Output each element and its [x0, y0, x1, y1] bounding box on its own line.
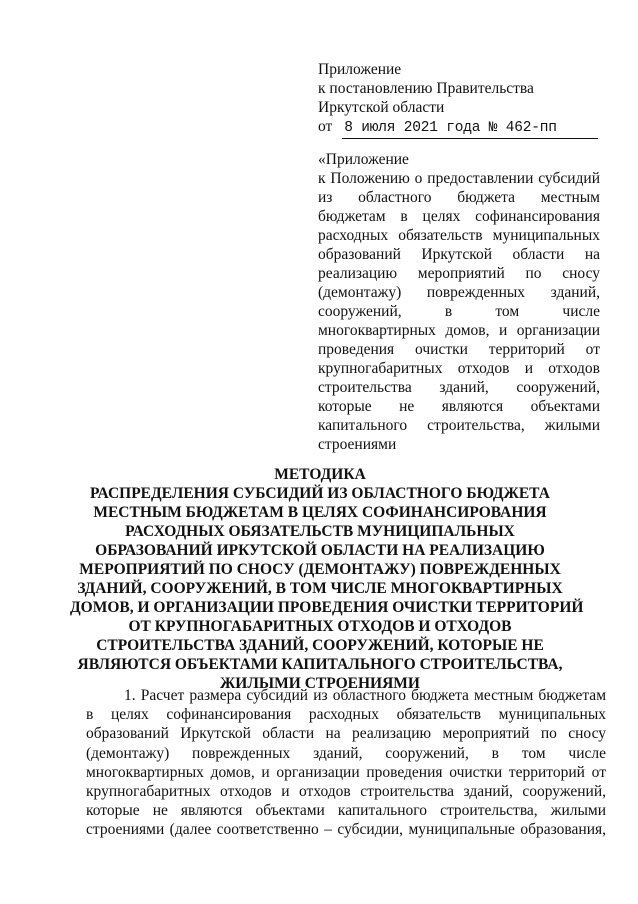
paragraph-line: образований Иркутской области на реализацию мероприятий по сносу [86, 725, 606, 743]
regulation-line: реализацию мероприятий по сносу [318, 265, 600, 282]
title-line: МЕРОПРИЯТИЙ ПО СНОСУ (ДЕМОНТАЖУ) ПОВРЕЖДЕННЫХ [79, 561, 561, 578]
regulation-line: бюджетам в целях софинансирования [318, 208, 600, 225]
appendix-line: Иркутской области [318, 99, 445, 116]
paragraph-line: (демонтажу) поврежденных зданий, сооружений, в том числе [86, 744, 606, 762]
regulation-line: которые не являются объектами [318, 398, 600, 415]
paragraph-line: 1. Расчет размера субсидий из областного бюджета местным бюджетам [124, 687, 606, 704]
paragraph-line: в целях софинансирования расходных обязательств муниципальных [86, 706, 606, 724]
resolution-reference [318, 117, 608, 139]
regulation-line: образований Иркутской области на [318, 246, 600, 263]
body-paragraph-1 [86, 686, 606, 840]
regulation-line: (демонтажу) поврежденных зданий, [318, 284, 600, 301]
title-line: ЗДАНИЙ, СООРУЖЕНИЙ, В ТОМ ЧИСЛЕ МНОГОКВАРТИРНЫХ [77, 580, 563, 597]
title-line: РАСХОДНЫХ ОБЯЗАТЕЛЬСТВ МУНИЦИПАЛЬНЫХ [125, 523, 515, 540]
title-line: МЕТОДИКА [274, 466, 366, 483]
regulation-line: к Положению о предоставлении субсидий [318, 170, 600, 187]
regulation-appendix-title: «Приложение [318, 151, 409, 168]
title-line: ОБРАЗОВАНИЙ ИРКУТСКОЙ ОБЛАСТИ НА РЕАЛИЗАЦИЮ [95, 542, 545, 559]
appendix-header [318, 60, 608, 139]
regulation-line: из областного бюджета местным [318, 189, 600, 206]
appendix-line: Приложение [318, 61, 402, 78]
regulation-line: капитального строительства, жилыми [318, 417, 600, 434]
title-line: ДОМОВ, И ОРГАНИЗАЦИИ ПРОВЕДЕНИЯ ОЧИСТКИ ТЕРРИТОРИЙ [70, 599, 584, 616]
regulation-line: крупногабаритных отходов и отходов [318, 360, 600, 377]
paragraph-line: строениями (далее соответственно – субсидии, муниципальные образования, [86, 821, 606, 839]
resolution-reference-value: 8 июля 2021 года № 462-пп [342, 119, 598, 139]
methodology-title [70, 465, 584, 693]
title-line: ЖИЛЫМИ СТРОЕНИЯМИ [219, 675, 420, 692]
regulation-line: сооружений, в том числе [318, 303, 600, 320]
paragraph-line: многоквартирных домов, и организации проведения очистки территорий от [86, 763, 606, 781]
regulation-line: строительства зданий, сооружений, [318, 379, 600, 396]
title-line: ОТ КРУПНОГАБАРИТНЫХ ОТХОДОВ И ОТХОДОВ [128, 618, 512, 635]
title-line: СТРОИТЕЛЬСТВА ЗДАНИЙ, СООРУЖЕНИЙ, КОТОРЫЕ НЕ [96, 637, 544, 654]
title-line: РАСПРЕДЕЛЕНИЯ СУБСИДИЙ ИЗ ОБЛАСТНОГО БЮДЖЕТА [90, 485, 550, 502]
regulation-line: строениями [318, 436, 397, 453]
regulation-line: проведения очистки территорий от [318, 341, 600, 358]
title-line: МЕСТНЫМ БЮДЖЕТАМ В ЦЕЛЯХ СОФИНАНСИРОВАНИЯ [93, 504, 547, 521]
paragraph-line: которые не являются объектами капитального строительства, жилыми [86, 802, 606, 820]
regulation-line: расходных обязательств муниципальных [318, 227, 600, 244]
regulation-appendix-reference [318, 150, 600, 454]
resolution-reference-prefix: от [318, 118, 333, 135]
title-line: ЯВЛЯЮТСЯ ОБЪЕКТАМИ КАПИТАЛЬНОГО СТРОИТЕЛЬСТВА, [77, 656, 563, 673]
appendix-line: к постановлению Правительства [318, 80, 534, 97]
paragraph-line: крупногабаритных отходов и отходов строительства зданий, сооружений, [86, 783, 606, 801]
regulation-line: многоквартирных домов, и организации [318, 322, 600, 339]
